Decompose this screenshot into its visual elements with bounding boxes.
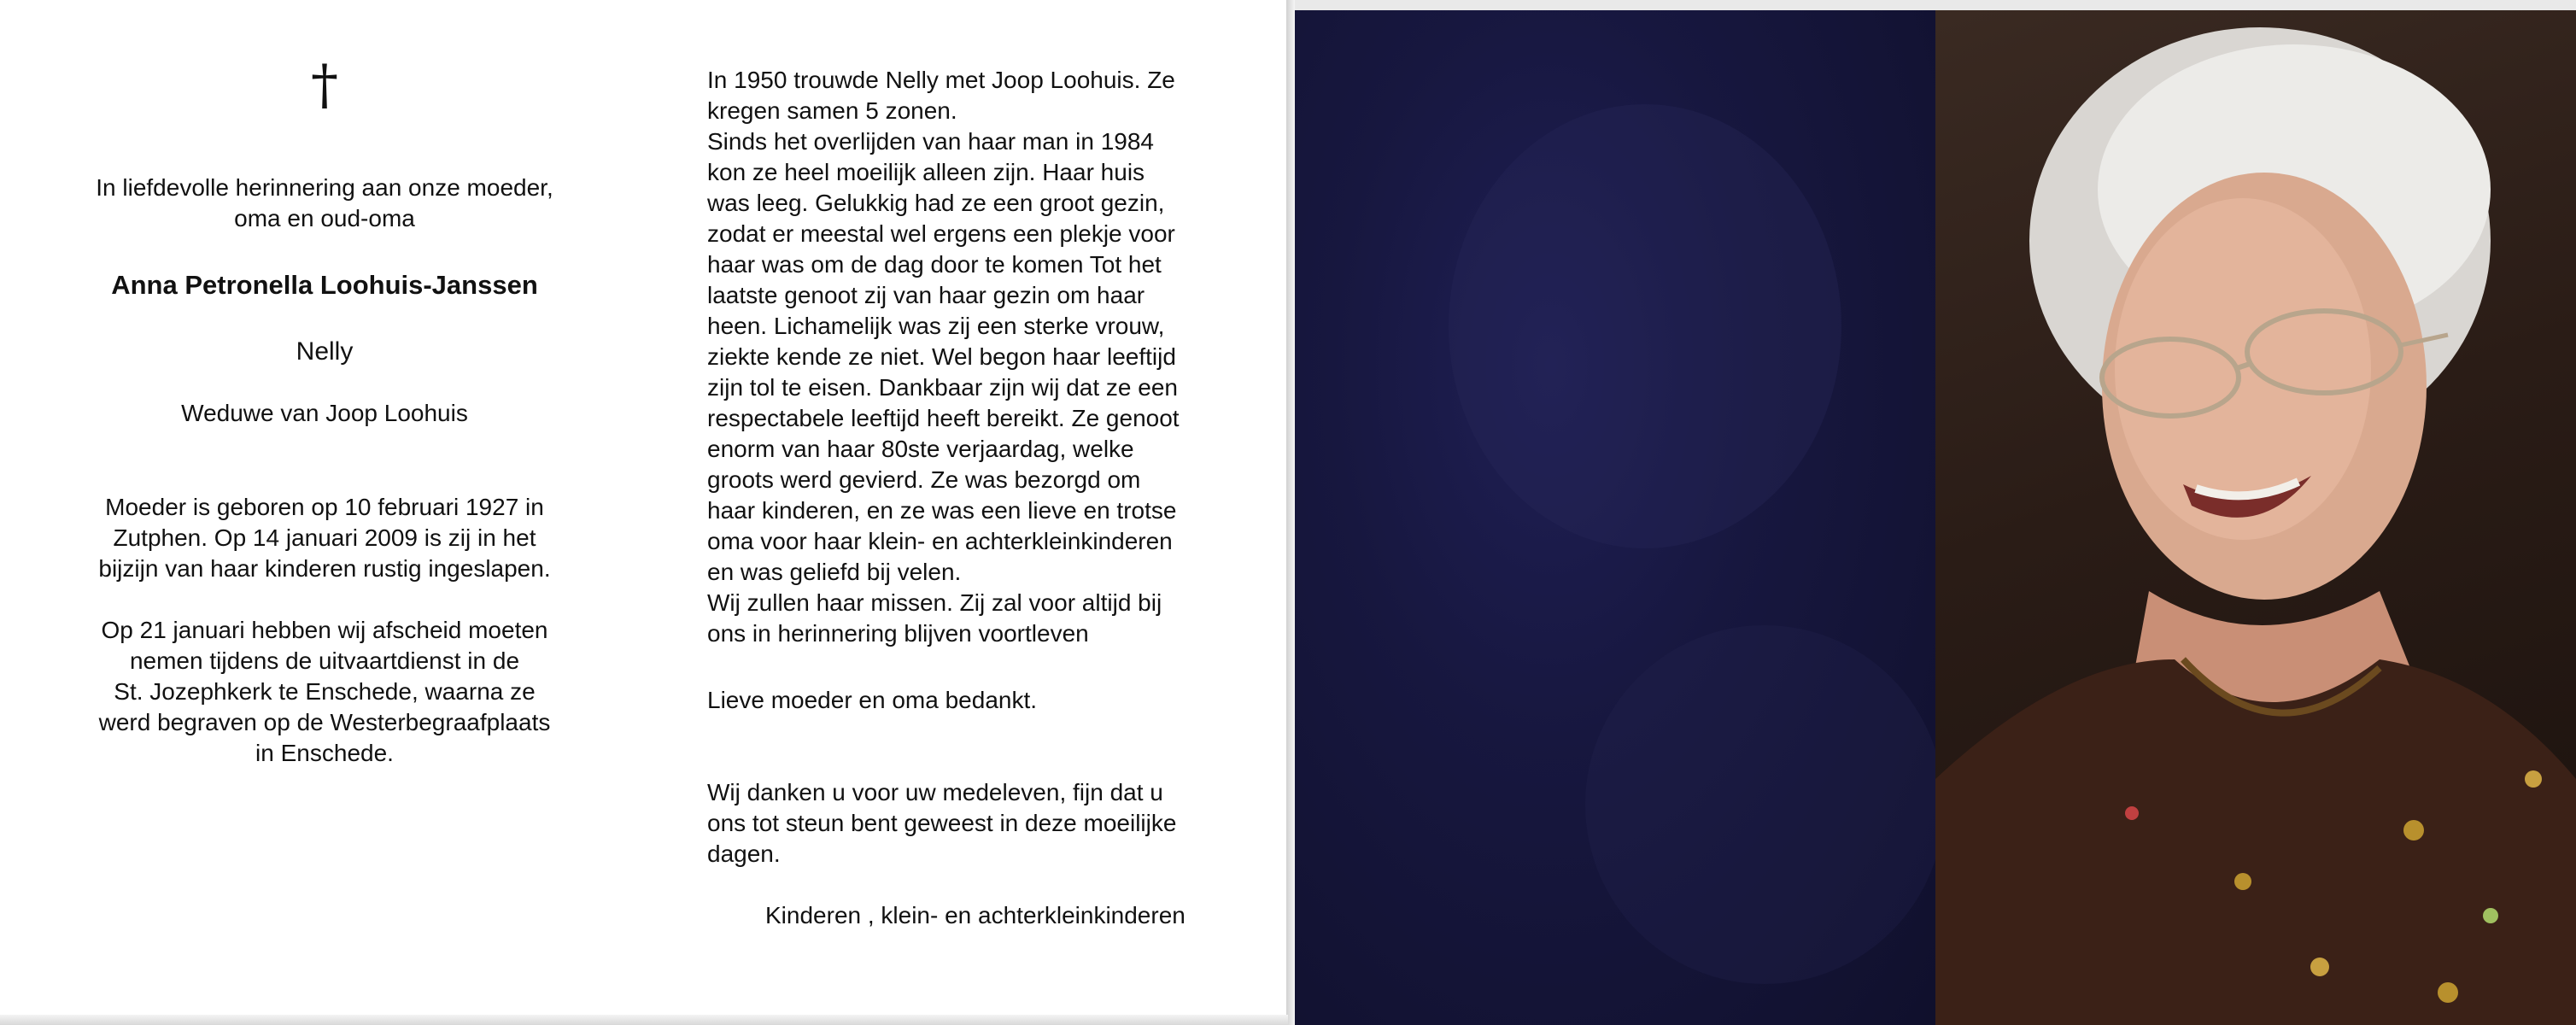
intro-text: In liefdevolle herinnering aan onze moeder, oma en oud-oma — [96, 174, 553, 231]
signature-text: Kinderen , klein- en achterkleinkinderen — [765, 902, 1186, 928]
portrait-photo — [1935, 10, 2576, 1025]
background-swirl — [1585, 625, 1944, 984]
card-bottom-edge — [0, 1015, 1288, 1025]
deceased-name: Anna Petronella Loohuis-Janssen — [111, 270, 538, 300]
life-story-text: In 1950 trouwde Nelly met Joop Loohuis. Ze kregen samen 5 zonen. Sinds het overlijden van haar man in 1984 kon ze heel moeilijk alleen zijn. Haar huis was leeg. Gelukkig had ze een groot gezin, zodat er meestal wel ergens een plekje voor haar was om de dag door te komen Tot het laatste genoot zij van haar gezin om haar heen. Lichamelijk was zij een sterke vrouw, ziekte kende ze niet. Wel begon haar leeftijd zijn tol te eisen. Dankbaar zijn wij dat ze een respectabele leeftijd heeft bereikt. Ze genoot enorm van haar 80ste verjaardag, welke groots werd gevierd. Ze was bezorgd om haar kinderen, en ze was een lieve en trotse oma voor haar klein- en achterkleinkinderen en was geliefd bij velen. Wij zullen haar missen. Zij zal voor altijd bij ons in herinnering blijven voortleven — [707, 67, 1180, 647]
background-swirl — [1449, 104, 1841, 548]
nickname: Nelly — [296, 337, 354, 366]
memorial-photo-panel — [1295, 10, 2576, 1025]
cross-icon: † — [311, 54, 338, 117]
widow-of-text: Weduwe van Joop Loohuis — [181, 400, 468, 426]
funeral-text: Op 21 januari hebben wij afscheid moeten nemen tijdens de uitvaartdienst in de St. Jozephkerk te Enschede, waarna ze werd begraven op de Westerbegraafplaats in Enschede. — [98, 617, 551, 766]
dark-background — [1295, 10, 1935, 1025]
thanks-mother-text: Lieve moeder en oma bedankt. — [707, 687, 1038, 713]
thanks-all-text: Wij danken u voor uw medeleven, fijn dat u ons tot steun bent geweest in deze moeilijke dagen. — [707, 779, 1177, 867]
portrait-illustration — [1935, 10, 2576, 1025]
birth-death-text: Moeder is geboren op 10 februari 1927 in Zutphen. Op 14 januari 2009 is zij in het bijzijn van haar kinderen rustig ingeslapen. — [98, 494, 551, 582]
card-fold — [1286, 0, 1295, 1025]
